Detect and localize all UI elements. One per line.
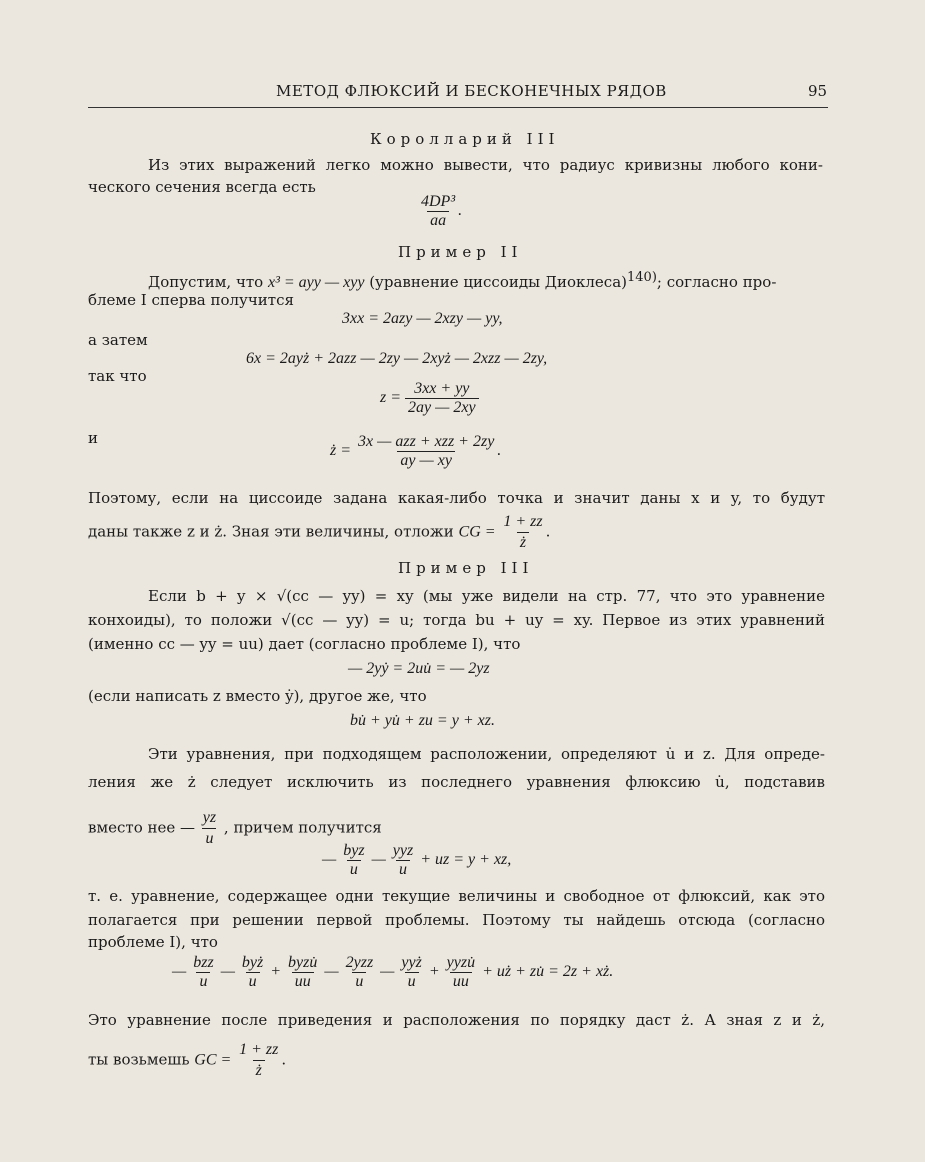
example-2-line-1-intro: Допустим, что <box>148 273 264 291</box>
eq-3-term-2-denominator: u <box>396 860 410 879</box>
curvature-formula-numerator: 4DP³ <box>421 193 456 210</box>
example-3-para-2-line-3-text: вместо нее — <box>88 818 196 837</box>
eq-4-term-1-numerator: bzz <box>193 954 214 971</box>
eq-4-term-4-denominator: u <box>352 972 366 991</box>
example-2-line-1-end: ; согласно про- <box>656 273 777 291</box>
eq-4-term-2-numerator: byż <box>241 954 264 971</box>
curvature-formula-period: . <box>458 202 463 220</box>
footnote-marker: 140) <box>627 270 657 285</box>
example-3-line-4: (если написать z вместо ẏ), другое же, что <box>88 687 427 705</box>
example-3-eq-3: — $\frac{\text{byz}}{u}$ — $\frac{\text{yyz}}{u}$ + uz = y + xz, <box>322 842 512 878</box>
eq-4-term-2-sign: — <box>216 963 239 981</box>
corollary-heading: Королларий III <box>370 130 560 148</box>
corollary-line-1: Из этих выражений легко можно вывести, что радиус кривизны любого кони- <box>148 156 823 174</box>
word-and: и <box>88 429 98 447</box>
eq-4-term-5-denominator: u <box>405 972 419 991</box>
eq-4-term-5 <box>398 954 424 991</box>
example-2-para-line-1: Поэтому, если на циссоиде задана какая-либо точка и значит даны x и y, то будут <box>88 489 825 507</box>
example-3-para-3-line-2: полагается при решении первой проблемы. Поэтому ты найдешь отсюда (согласно <box>88 911 825 929</box>
example-2-line-2: блеме I сперва получится <box>88 291 294 309</box>
running-header: МЕТОД ФЛЮКСИЙ И БЕСКОНЕЧНЫХ РЯДОВ <box>276 82 667 100</box>
example-3-para-3-line-1: т. е. уравнение, содержащее одни текущие величины и свободное от флюксий, как это <box>88 887 825 905</box>
eq-4-term-3 <box>285 954 320 991</box>
word-so-that: так что <box>88 367 147 385</box>
example-2-eq-4-denominator: ay — xy <box>397 451 455 470</box>
example-3-line-1: Если b + y × √(cc — yy) = xy (мы уже видели на стр. 77, что это уравнение <box>148 587 825 605</box>
header-rule <box>88 107 828 108</box>
eq-4-term-6-numerator: yyzu̇ <box>446 954 476 971</box>
example-3-line-3: (именно cc — yy = uu) дает (согласно проблеме I), что <box>88 635 521 653</box>
eq-4-term-6 <box>444 954 478 991</box>
eq-4-term-4-sign: — <box>320 963 343 981</box>
example-3-heading: Пример III <box>398 559 534 577</box>
cg-denominator: ż <box>517 532 529 553</box>
eq-4-term-3-numerator: byzu̇ <box>288 954 318 971</box>
gc-denominator: ż <box>253 1060 265 1081</box>
corollary-line-2: ческого сечения всегда есть <box>88 178 316 196</box>
example-2-eq-1: 3xx = 2azy — 2xzy — yy, <box>342 310 503 327</box>
eq-3-term-2-numerator: yyz <box>392 842 414 859</box>
example-3-para-2-line-2: ления же ż следует исключить из последнего уравнения флюксию u̇, подставив <box>88 773 825 791</box>
substitution-denominator: u <box>202 828 216 849</box>
example-3-eq-4 <box>172 954 613 991</box>
eq-4-term-1-sign: — <box>172 963 191 981</box>
eq-4-term-1-denominator: u <box>196 972 210 991</box>
example-2-eq-3 <box>380 380 479 417</box>
eq-4-tail: + uż + zu̇ = 2z + xż. <box>478 963 614 981</box>
gc-equation-left: GC = <box>194 1051 232 1069</box>
cissoid-equation: x³ = ayy — xyy <box>267 274 365 291</box>
example-2-eq-4-left: ż = <box>330 442 352 460</box>
eq-4-term-5-sign: — <box>376 963 399 981</box>
cissoid-description: (уравнение циссоиды Диоклеса) <box>369 273 628 291</box>
example-3-eq-2: bu̇ + yu̇ + zu = y + xz. <box>350 712 495 729</box>
example-2-heading: Пример II <box>398 243 523 261</box>
example-2-eq-3-numerator: 3xx + yy <box>414 380 470 397</box>
cg-equation-left: CG = <box>458 523 496 541</box>
example-2-eq-4 <box>330 433 501 470</box>
eq-4-term-3-denominator: uu <box>292 972 314 991</box>
example-2-eq-3-left: z = <box>380 389 402 407</box>
example-3-para-3-line-3: проблеме I), что <box>88 933 218 951</box>
eq-4-term-2-denominator: u <box>246 972 260 991</box>
example-2-eq-4-period: . <box>497 442 502 460</box>
example-2-eq-3-denominator: 2ay — 2xy <box>405 398 479 417</box>
curvature-formula-denominator: aa <box>427 211 449 230</box>
eq-4-term-5-numerator: yyż <box>401 954 422 971</box>
eq-4-term-4-numerator: 2yzz <box>345 954 374 971</box>
cg-numerator: 1 + zz <box>503 513 543 530</box>
example-3-para-2-line-3-end: , причем получится <box>223 818 382 837</box>
example-2-para-line-2 <box>88 512 550 553</box>
cg-period: . <box>545 522 551 541</box>
gc-period: . <box>281 1050 287 1069</box>
eq-4-term-6-denominator: uu <box>450 972 472 991</box>
eq-3-term-1-numerator: byz <box>343 842 365 859</box>
substitution-numerator: yz <box>202 809 217 826</box>
eq-4-term-2 <box>239 954 266 991</box>
word-then: а затем <box>88 331 148 349</box>
example-3-final-line-2 <box>88 1040 286 1081</box>
eq-4-term-1 <box>190 954 216 991</box>
eq-4-term-3-sign: + <box>266 963 286 981</box>
eq-3-term-1-denominator: u <box>347 860 361 879</box>
example-2-para-line-2-text: даны также z и ż. Зная эти величины, отложи <box>88 522 454 541</box>
gc-numerator: 1 + zz <box>239 1041 279 1058</box>
curvature-formula <box>418 193 462 230</box>
eq-4-term-6-sign: + <box>424 963 444 981</box>
example-2-eq-4-numerator: 3x — azz + xzz + 2zy <box>358 433 495 450</box>
example-3-para-2-line-1: Эти уравнения, при подходящем расположении, определяют u̇ и z. Для опреде- <box>148 745 825 763</box>
example-3-final-line-2-text: ты возьмешь <box>88 1050 190 1069</box>
example-3-line-2: конхоиды), то положи √(cc — yy) = u; тогда bu + uy = xy. Первое из этих уравнений <box>88 611 825 629</box>
page-number: 95 <box>808 82 828 100</box>
example-2-eq-2: 6x = 2ayż + 2azz — 2zy — 2xyż — 2xzz — 2zy, <box>246 350 548 367</box>
eq-3-tail: + uz = y + xz, <box>420 851 512 869</box>
example-3-eq-1: — 2yẏ = 2uu̇ = — 2yz <box>348 660 490 677</box>
example-3-final-line-1: Это уравнение после приведения и расположения по порядку даст ż. А зная z и ż, <box>88 1011 825 1029</box>
eq-4-term-4 <box>343 954 377 991</box>
